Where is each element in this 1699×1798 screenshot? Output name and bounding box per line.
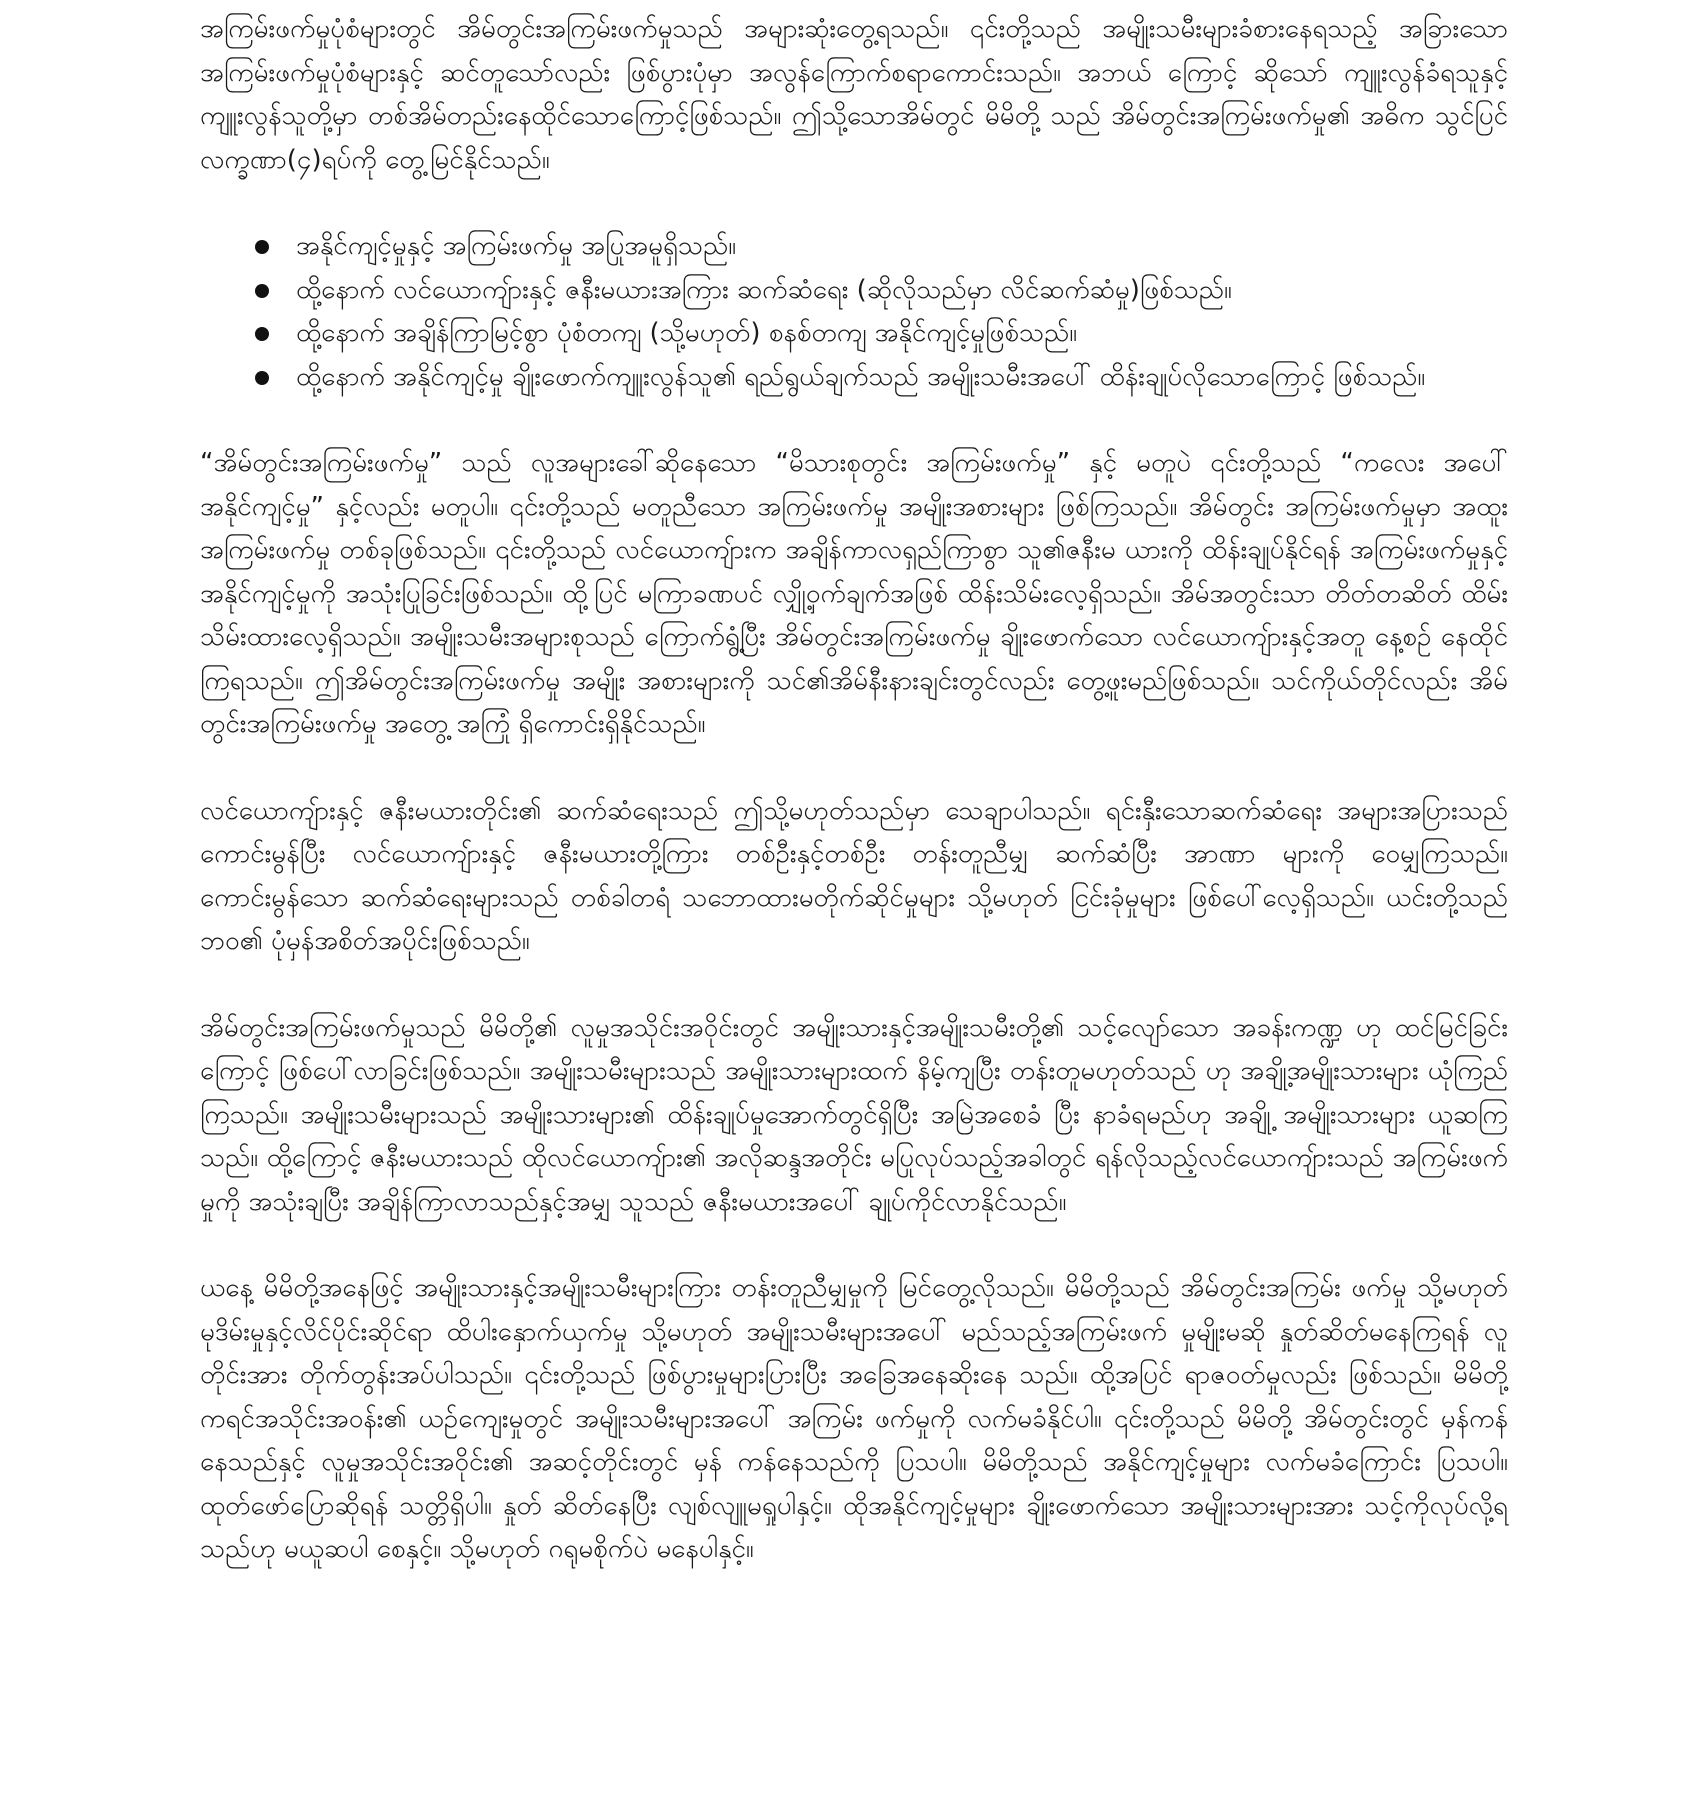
list-item-text: ထို့နောက် အချိန်ကြာမြင့်စွာ ပုံစံတကျ (သို့မဟုတ်) စနစ်တကျ အနိုင်ကျင့်မှုဖြစ်သည်။ (296, 318, 1078, 348)
document-page (200, 8, 1508, 1615)
list-item (200, 356, 1508, 400)
body-paragraph: “အိမ်တွင်းအကြမ်းဖက်မှု” သည် လူအများခေါ်ဆိုနေသော “မိသားစုတွင်း အကြမ်းဖက်မှု” နှင့် မတူပဲ ၎င်းတို့သည် “ကလေး အပေါ် အနိုင်ကျင့်မှု” နှင့်လည်း မတူပါ။ ၎င်းတို့သည် မတူညီသော အကြမ်းဖက်မှု အမျိုးအစားများ ဖြစ်ကြသည်။ အိမ်တွင်း အကြမ်းဖက်မှုမှာ အထူးအကြမ်းဖက်မှု တစ်ခုဖြစ်သည်။ ၎င်းတို့သည် လင်ယောကျ်ားက အချိန်ကာလရှည်ကြာစွာ သူ၏ဇနီးမ ယားကို ထိန်းချုပ်နိုင်ရန် အကြမ်းဖက်မှုနှင့် အနိုင်ကျင့်မှုကို အသုံးပြုခြင်းဖြစ်သည်။ ထို့ပြင် မကြာခဏပင် လျှို့ဝှက်ချက်အဖြစ် ထိန်းသိမ်းလေ့ရှိသည်။ အိမ်အတွင်းသာ တိတ်တဆိတ် ထိမ်းသိမ်းထားလေ့ရှိသည်။ အမျိုးသမီးအများစုသည် ကြောက်ရွံ့ပြီး အိမ်တွင်းအကြမ်းဖက်မှု ချိုးဖောက်သော လင်ယောကျ်ားနှင့်အတူ နေ့စဉ် နေထိုင်ကြရသည်။ ဤအိမ်တွင်းအကြမ်းဖက်မှု အမျိုး အစားများကို သင်၏အိမ်နီးနားချင်းတွင်လည်း တွေ့ဖူးမည်ဖြစ်သည်။ သင်ကိုယ်တိုင်လည်း အိမ်တွင်းအကြမ်းဖက်မှု အတွေ့ အကြုံ ရှိကောင်းရှိနိုင်သည်။ (200, 448, 1509, 739)
bullet-icon (255, 240, 269, 254)
list-item (200, 225, 1508, 269)
characteristics-list (200, 225, 1508, 399)
bullet-icon (255, 371, 269, 385)
list-item (200, 312, 1508, 356)
list-item-text: ထို့နောက် လင်ယောကျ်ားနှင့် ဇနီးမယားအကြား ဆက်ဆံရေး (ဆိုလိုသည်မှာ လိင်ဆက်ဆံမှု)ဖြစ်သည်။ (296, 274, 1232, 305)
bullet-icon (255, 327, 269, 341)
list-item-text: အနိုင်ကျင့်မှုနှင့် အကြမ်းဖက်မှု အပြုအမူရှိသည်။ (296, 231, 737, 261)
list-item-text: ထို့နောက် အနိုင်ကျင့်မှု ချိုးဖောက်ကျူးလွန်သူ၏ ရည်ရွယ်ချက်သည် အမျိုးသမီးအပေါ် ထိန်းချုပ်လိုသောကြောင့် ဖြစ်သည်။ (296, 361, 1426, 392)
body-paragraph: ယနေ့ မိမိတို့အနေဖြင့် အမျိုးသားနှင့်အမျိုးသမီးများကြား တန်းတူညီမျှမှုကို မြင်တွေ့လိုသည်။ မိမိတို့သည် အိမ်တွင်းအကြမ်း ဖက်မှု သို့မဟုတ် မုဒိမ်းမှုနှင့်လိင်ပိုင်းဆိုင်ရာ ထိပါးနှောက်ယှက်မှု သို့မဟုတ် အမျိုးသမီးများအပေါ် မည်သည့်အကြမ်းဖက် မှုမျိုးမဆို နှုတ်ဆိတ်မနေကြရန် လူတိုင်းအား တိုက်တွန်းအပ်ပါသည်။ ၎င်းတို့သည် ဖြစ်ပွားမှုများပြားပြီး အခြေအနေဆိုးနေ သည်။ ထို့အပြင် ရာဇဝတ်မှုလည်း ဖြစ်သည်။ မိမိတို့ ကရင်အသိုင်းအဝန်း၏ ယဉ်ကျေးမှုတွင် အမျိုးသမီးများအပေါ် အကြမ်း ဖက်မှုကို လက်မခံနိုင်ပါ။ ၎င်းတို့သည် မိမိတို့ အိမ်တွင်းတွင် မှန်ကန်နေသည်နှင့် လူမှုအသိုင်းအဝိုင်း၏ အဆင့်တိုင်းတွင် မှန် ကန်နေသည်ကို ပြသပါ။ မိမိတို့သည် အနိုင်ကျင့်မှုများ လက်မခံကြောင်း ပြသပါ။ ထုတ်ဖော်ပြောဆိုရန် သတ္တိရှိပါ။ နှုတ် ဆိတ်နေပြီး လျစ်လျူမရှုပါနှင့်။ ထိုအနိုင်ကျင့်မှုများ ချိုးဖောက်သော အမျိုးသားများအား သင့်ကိုလုပ်လို့ရသည်ဟု မယူဆပါ စေနှင့်။ သို့မဟုတ် ဂရုမစိုက်ပဲ မနေပါနှင့်။ (200, 1273, 1508, 1564)
body-paragraph: အိမ်တွင်းအကြမ်းဖက်မှုသည် မိမိတို့၏ လူမှုအသိုင်းအဝိုင်းတွင် အမျိုးသားနှင့်အမျိုးသမီးတို့၏ သင့်လျော်သော အခန်းကဏ္ဍ ဟု ထင်မြင်ခြင်းကြောင့် ဖြစ်ပေါ်လာခြင်းဖြစ်သည်။ အမျိုးသမီးများသည် အမျိုးသားများထက် နိမ့်ကျပြီး တန်းတူမဟုတ်သည် ဟု အချို့အမျိုးသားများ ယုံကြည်ကြသည်။ အမျိုးသမီးများသည် အမျိုးသားများ၏ ထိန်းချုပ်မှုအောက်တွင်ရှိပြီး အမြဲအစေခံ ပြီး နာခံရမည်ဟု အချို့ အမျိုးသားများ ယူဆကြသည်။ ထို့ကြောင့် ဇနီးမယားသည် ထိုလင်ယောကျ်ား၏ အလိုဆန္ဒအတိုင်း မပြုလုပ်သည့်အခါတွင် ရန်လိုသည့်လင်ယောကျ်ားသည် အကြမ်းဖက်မှုကို အသုံးချပြီး အချိန်ကြာလာသည်နှင့်အမျှ သူသည် ဇနီးမယားအပေါ် ချုပ်ကိုင်လာနိုင်သည်။ (200, 1012, 1508, 1217)
list-item (200, 269, 1508, 313)
bullet-icon (255, 284, 269, 298)
intro-paragraph: အကြမ်းဖက်မှုပုံစံများတွင် အိမ်တွင်းအကြမ်းဖက်မှုသည် အများဆုံးတွေ့ရသည်။ ၎င်းတို့သည် အမျိုးသမီးများခံစားနေရသည့် အခြားသော အကြမ်းဖက်မှုပုံစံများနှင့် ဆင်တူသော်လည်း ဖြစ်ပွားပုံမှာ အလွန်ကြောက်စရာကောင်းသည်။ အဘယ် ကြောင့် ဆိုသော် ကျူးလွန်ခံရသူနှင့် ကျူးလွန်သူတို့မှာ တစ်အိမ်တည်းနေထိုင်သောကြောင့်ဖြစ်သည်။ ဤသို့သောအိမ်တွင် မိမိတို့ သည် အိမ်တွင်းအကြမ်းဖက်မှု၏ အဓိက သွင်ပြင်လက္ခဏာ(၄)ရပ်ကို တွေ့မြင်နိုင်သည်။ (200, 14, 1508, 175)
body-paragraph: လင်ယောကျ်ားနှင့် ဇနီးမယားတိုင်း၏ ဆက်ဆံရေးသည် ဤသို့မဟုတ်သည်မှာ သေချာပါသည်။ ရင်းနှီးသောဆက်ဆံရေး အများအပြားသည် ကောင်းမွန်ပြီး လင်ယောကျ်ားနှင့် ဇနီးမယားတို့ကြား တစ်ဦးနှင့်တစ်ဦး တန်းတူညီမျှ ဆက်ဆံပြီး အာဏာ များကို ဝေမျှကြသည်။ ကောင်းမွန်သော ဆက်ဆံရေးများသည် တစ်ခါတရံ သဘောထားမတိုက်ဆိုင်မှုများ သို့မဟုတ် ငြင်းခုံမှုများ ဖြစ်ပေါ်လေ့ရှိသည်။ ယင်းတို့သည် ဘဝ၏ ပုံမှန်အစိတ်အပိုင်းဖြစ်သည်။ (200, 795, 1508, 956)
